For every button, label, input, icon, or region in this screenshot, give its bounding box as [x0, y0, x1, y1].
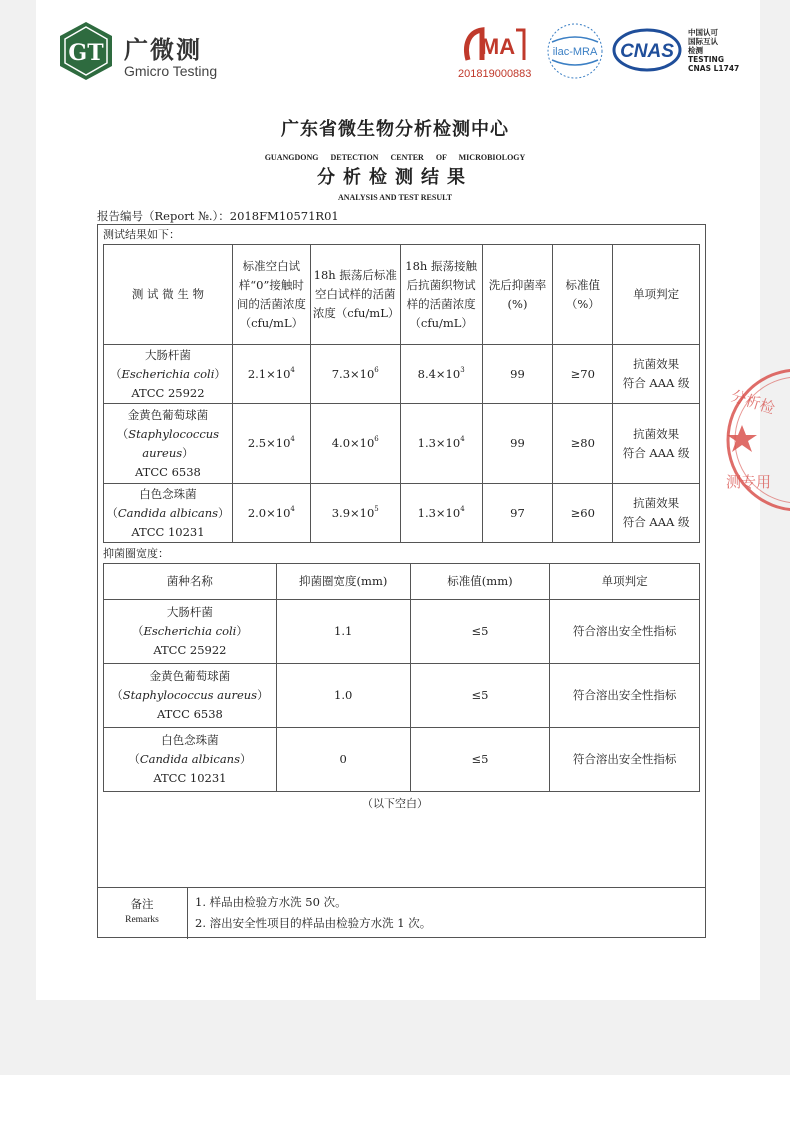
cnas-line: 国际互认: [688, 37, 718, 46]
value-exponent: 4: [460, 504, 465, 513]
remarks-label-en: Remarks: [125, 915, 159, 925]
header-verdict: 单项判定: [550, 564, 700, 600]
value-mantissa: 8.4×10: [417, 366, 461, 381]
header-verdict: 单项判定: [613, 245, 700, 345]
zone-table: [103, 563, 700, 792]
remark-line: 1. 样品由检验方水洗 50 次。: [195, 895, 347, 909]
page-title-cn: 广东省微生物分析检测中心: [281, 119, 509, 140]
value-mantissa: 1.3×10: [417, 436, 461, 450]
table-header-row: [104, 245, 700, 345]
value-mantissa: 2.5×10: [247, 436, 291, 450]
report-number: 报告编号（Report №.）：2018FM10571R01: [97, 209, 339, 223]
sample18-cell: [400, 345, 482, 404]
bottom-band: [0, 1075, 790, 1134]
latin-name: Candida albicans: [117, 505, 219, 520]
verdict-line: 符合 AAA 级: [622, 445, 690, 460]
standard-cell: ≤5: [410, 728, 550, 792]
header-standard: 标准值（%）: [553, 245, 613, 345]
width-cell: 1.1: [276, 600, 410, 664]
remarks-header: [97, 888, 188, 939]
blank0-cell: [232, 404, 310, 484]
sample18-cell: [400, 484, 482, 543]
latin-name: Staphylococcus aureus: [122, 688, 258, 702]
page-subtitle-en: ANALYSIS AND TEST RESULT: [337, 193, 453, 202]
value-exponent: 4: [290, 365, 295, 374]
table-row: [104, 484, 700, 543]
organism-name-latin: （Candida albicans）: [128, 752, 252, 766]
organism-name-cn: 白色念珠菌: [161, 733, 219, 747]
ilac-mra-logo-icon: [542, 22, 608, 80]
header-standard: 标准值(mm): [410, 564, 550, 600]
atcc-number: ATCC 25922: [153, 643, 227, 657]
rate-cell: 99: [482, 404, 553, 484]
atcc-number: ATCC 6538: [135, 464, 201, 479]
value-mantissa: 4.0×10: [331, 436, 375, 450]
organism-name-latin: （Candida albicans）: [106, 505, 230, 520]
header-blank0: 标准空白试样“0”接触时间的活菌浓度（cfu/mL）: [232, 245, 310, 345]
standard-cell: ≤5: [410, 664, 550, 728]
organism-name-cn: 大肠杆菌: [144, 347, 191, 362]
svg-text:MA: MA: [480, 34, 516, 59]
latin-name: Staphylococcus: [128, 426, 220, 441]
organism-cell: [104, 728, 277, 792]
cnas-line: 中国认可: [688, 28, 718, 37]
blank0-cell: [232, 484, 310, 543]
blank18-cell: [310, 484, 400, 543]
svg-text:ilac-MRA: ilac-MRA: [552, 46, 598, 58]
latin-name: aureus: [142, 445, 183, 460]
standard-cell: ≥80: [553, 404, 613, 484]
header-width: 抑菌圈宽度(mm): [276, 564, 410, 600]
blank-note: （以下空白）: [362, 797, 428, 810]
standard-cell: ≥70: [553, 345, 613, 404]
header-sample18: 18h 振荡接触后抗菌织物试样的活菌浓度（cfu/mL）: [400, 245, 482, 345]
results-table: [103, 244, 700, 543]
verdict-line: 符合 AAA 级: [622, 515, 690, 529]
header-blank18: 18h 振荡后标准空白试样的活菌浓度（cfu/mL）: [310, 245, 400, 345]
organism-name-latin: （Staphylococcus: [116, 426, 220, 441]
latin-name: Escherichia coli: [143, 624, 237, 638]
organism-cell: [104, 345, 233, 404]
rate-cell: 97: [482, 484, 553, 543]
verdict-cell: 符合溶出安全性指标: [550, 728, 700, 792]
header-organism: 测 试 微 生 物: [104, 245, 233, 345]
cnas-line: TESTING: [688, 55, 724, 64]
verdict-cell: [613, 345, 700, 404]
blank18-cell: [310, 345, 400, 404]
verdict-line: 抗菌效果: [633, 357, 680, 371]
cnas-accreditation-text: [688, 28, 758, 73]
brand-name-cn: 广微测: [124, 36, 202, 64]
zone-label: 抑菌圈宽度：: [103, 547, 169, 560]
standard-cell: ≥60: [553, 484, 613, 543]
organism-cell: [104, 404, 233, 484]
table-row: [104, 664, 700, 728]
value-exponent: 6: [374, 435, 379, 443]
latin-name: Escherichia coli: [121, 366, 215, 381]
cnas-logo-icon: [612, 28, 682, 72]
organism-cell: [104, 664, 277, 728]
remarks-label-cn: 备注: [130, 897, 154, 911]
sample18-cell: [400, 404, 482, 484]
verdict-line: 抗菌效果: [633, 426, 680, 441]
organism-name-cn: 白色念珠菌: [139, 486, 197, 501]
organism-name-cn: 金黄色葡萄球菌: [149, 669, 231, 683]
value-exponent: 5: [374, 504, 379, 513]
page-subtitle-cn: 分析检测结果: [317, 167, 473, 188]
verdict-cell: 符合溶出安全性指标: [550, 664, 700, 728]
cnas-line: 检测: [688, 46, 703, 55]
value-mantissa: 2.0×10: [247, 505, 291, 520]
organism-name-cn: 大肠杆菌: [166, 605, 213, 619]
verdict-line: 符合 AAA 级: [622, 376, 690, 390]
svg-text:分析检: 分析检: [728, 386, 778, 418]
value-exponent: 6: [374, 365, 379, 374]
svg-text:测专用: 测专用: [726, 473, 772, 491]
value-exponent: 4: [290, 435, 295, 443]
rate-cell: 99: [482, 345, 553, 404]
value-exponent: 3: [460, 365, 465, 374]
cma-number: 201819000883: [458, 68, 532, 80]
cnas-line: CNAS L1747: [688, 64, 740, 73]
table-row: [104, 345, 700, 404]
remarks-section: [97, 887, 706, 939]
table-header-row: [104, 564, 700, 600]
table-row: [104, 404, 700, 484]
organism-name-latin: （Escherichia coli）: [109, 366, 226, 381]
value-mantissa: 2.1×10: [247, 366, 291, 381]
organism-name-latin: aureus）: [142, 445, 194, 460]
svg-text:GT: GT: [68, 40, 104, 66]
organism-name-latin: （Escherichia coli）: [131, 624, 248, 638]
blank0-cell: [232, 345, 310, 404]
table-row: [104, 600, 700, 664]
standard-cell: ≤5: [410, 600, 550, 664]
atcc-number: ATCC 10231: [131, 524, 205, 539]
header-organism: 菌种名称: [104, 564, 277, 600]
remark-line: 2. 溶出安全性项目的样品由检验方水洗 1 次。: [195, 916, 432, 930]
atcc-number: ATCC 6538: [156, 707, 223, 721]
latin-name: Candida albicans: [139, 752, 240, 766]
organism-cell: [104, 484, 233, 543]
value-exponent: 4: [460, 435, 465, 443]
cma-logo-icon: [462, 26, 528, 64]
organism-cell: [104, 600, 277, 664]
page-title-en: GUANGDONG DETECTION CENTER OF MICROBIOLOGY: [264, 153, 526, 162]
official-stamp-icon: [722, 365, 790, 515]
atcc-number: ATCC 10231: [153, 771, 227, 785]
verdict-line: 抗菌效果: [633, 496, 680, 510]
organism-name-cn: 金黄色葡萄球菌: [127, 407, 209, 422]
svg-text:CNAS: CNAS: [620, 41, 674, 62]
value-mantissa: 1.3×10: [417, 505, 461, 520]
value-mantissa: 3.9×10: [331, 505, 375, 520]
verdict-cell: [613, 404, 700, 484]
width-cell: 0: [276, 728, 410, 792]
results-label: 测试结果如下：: [103, 228, 180, 241]
blank18-cell: [310, 404, 400, 484]
table-row: [104, 728, 700, 792]
width-cell: 1.0: [276, 664, 410, 728]
value-exponent: 4: [290, 504, 295, 513]
brand-name-en: Gmicro Testing: [124, 63, 218, 79]
atcc-number: ATCC 25922: [131, 385, 205, 400]
value-mantissa: 7.3×10: [331, 366, 375, 381]
verdict-cell: [613, 484, 700, 543]
verdict-cell: 符合溶出安全性指标: [550, 600, 700, 664]
header-rate: 洗后抑菌率(%): [482, 245, 553, 345]
gmicro-logo-icon: [56, 20, 116, 82]
organism-name-latin: （Staphylococcus aureus）: [111, 688, 269, 702]
